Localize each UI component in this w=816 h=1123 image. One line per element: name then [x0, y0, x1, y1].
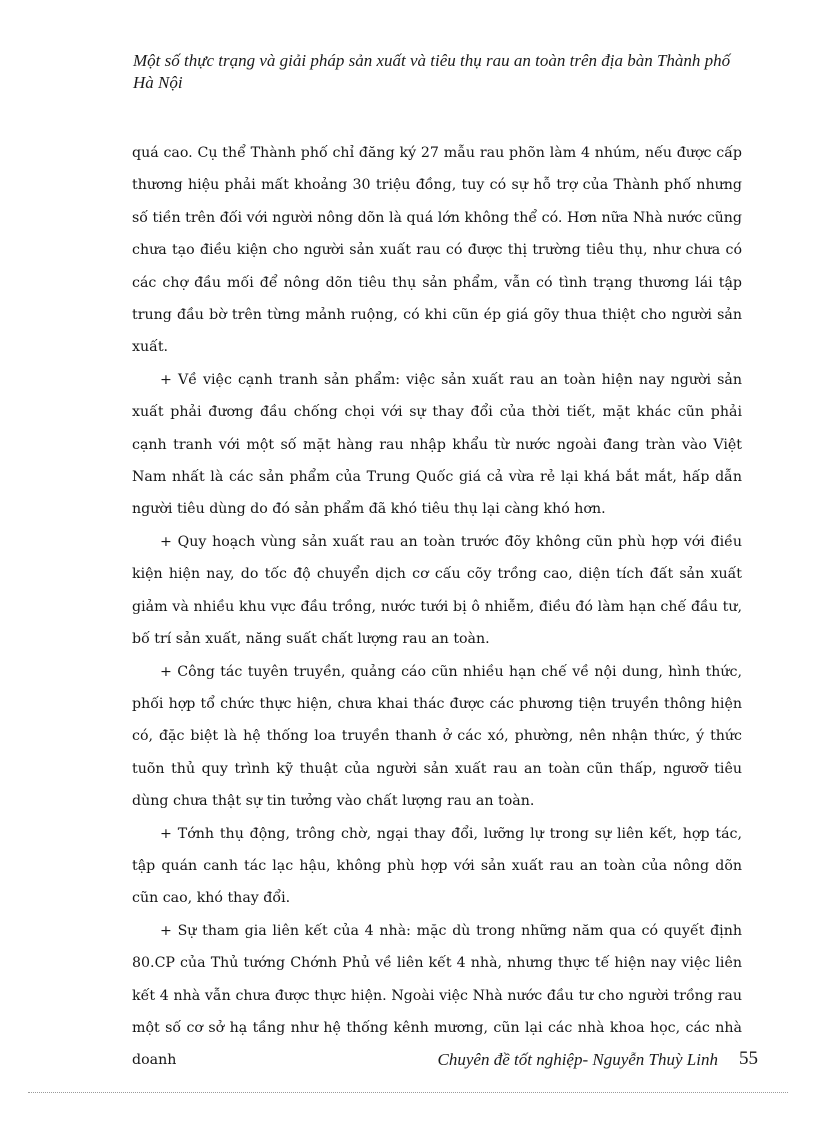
paragraph-continuation: quá cao. Cụ thể Thành phố chỉ đăng ký 27 mẫu rau phõn làm 4 nhúm, nếu được cấp thương hiệu phải mất khoảng 30 triệu đồng, tuy có sự hỗ trợ của Thành phố nhưng số tiền trên đối với người nông dõn là quá lớn không thể có. Hơn nữa Nhà nước cũng chưa tạo điều kiện cho người sản xuất rau có được thị trường tiêu thụ, như chưa có các chợ đầu mối để nông dõn tiêu thụ sản phẩm, vẫn có tình trạng thương lái tập trung đầu bờ trên từng mảnh ruộng, có khi cũn ép giá gõy thua thiệt cho người sản xuất.: [132, 145, 742, 356]
paragraph-linkage: + Sự tham gia liên kết của 4 nhà: mặc dù trong những năm qua có quyết định 80.CP của Thủ tướng Chớnh Phủ về liên kết 4 nhà, nhưng thực tế hiện nay việc liên kết 4 nhà vẫn chưa được thực hiện. Ngoài việc Nhà nước đầu tư cho người trồng rau một số cơ sở hạ tầng như hệ thống kênh mương, cũn lại các nhà khoa học, các nhà doanh: [132, 922, 742, 1069]
document-body: [132, 137, 742, 1077]
paragraph-competition: + Về việc cạnh tranh sản phẩm: việc sản xuất rau an toàn hiện nay người sản xuất phải đương đầu chống chọi với sự thay đổi của thời tiết, mặt khác cũn phải cạnh tranh với một số mặt hàng rau nhập khẩu từ nước ngoài đang tràn vào Việt Nam nhất là các sản phẩm của Trung Quốc giá cả vừa rẻ lại khá bắt mắt, hấp dẫn người tiêu dùng do đó sản phẩm đã khó tiêu thụ lại càng khó hơn.: [132, 371, 742, 518]
paragraph-planning: + Quy hoạch vùng sản xuất rau an toàn trước đõy không cũn phù hợp với điều kiện hiện nay, do tốc độ chuyển dịch cơ cấu cõy trồng cao, diện tích đất sản xuất giảm và nhiều khu vực đầu trồng, nước tưới bị ô nhiễm, điều đó làm hạn chế đầu tư, bố trí sản xuất, năng suất chất lượng rau an toàn.: [132, 533, 742, 648]
paragraph-passivity: + Tớnh thụ động, trông chờ, ngại thay đổi, lưỡng lự trong sự liên kết, hợp tác, tập quán canh tác lạc hậu, không phù hợp với sản xuất rau an toàn của nông dõn cũn cao, khó thay đổi.: [132, 825, 742, 907]
footer-author: Chuyên đề tốt nghiệp- Nguyễn Thuỳ Linh: [437, 1050, 718, 1069]
page-number: 55: [739, 1048, 758, 1069]
footer-divider: [28, 1092, 788, 1093]
paragraph-promotion: + Công tác tuyên truyền, quảng cáo cũn nhiều hạn chế về nội dung, hình thức, phối hợp tổ chức thực hiện, chưa khai thác được các phương tiện truyền thông hiện có, đặc biệt là hệ thống loa truyền thanh ở các xó, phường, nên nhận thức, ý thức tuõn thủ quy trình kỹ thuật của người sản xuất rau an toàn cũn thấp, ngươỡ tiêu dùng chưa thật sự tin tưởng vào chất lượng rau an toàn.: [132, 663, 742, 810]
running-header: Một số thực trạng và giải pháp sản xuất và tiêu thụ rau an toàn trên địa bàn Thành phố Hà Nội: [133, 51, 731, 92]
page-footer: [0, 1046, 816, 1086]
